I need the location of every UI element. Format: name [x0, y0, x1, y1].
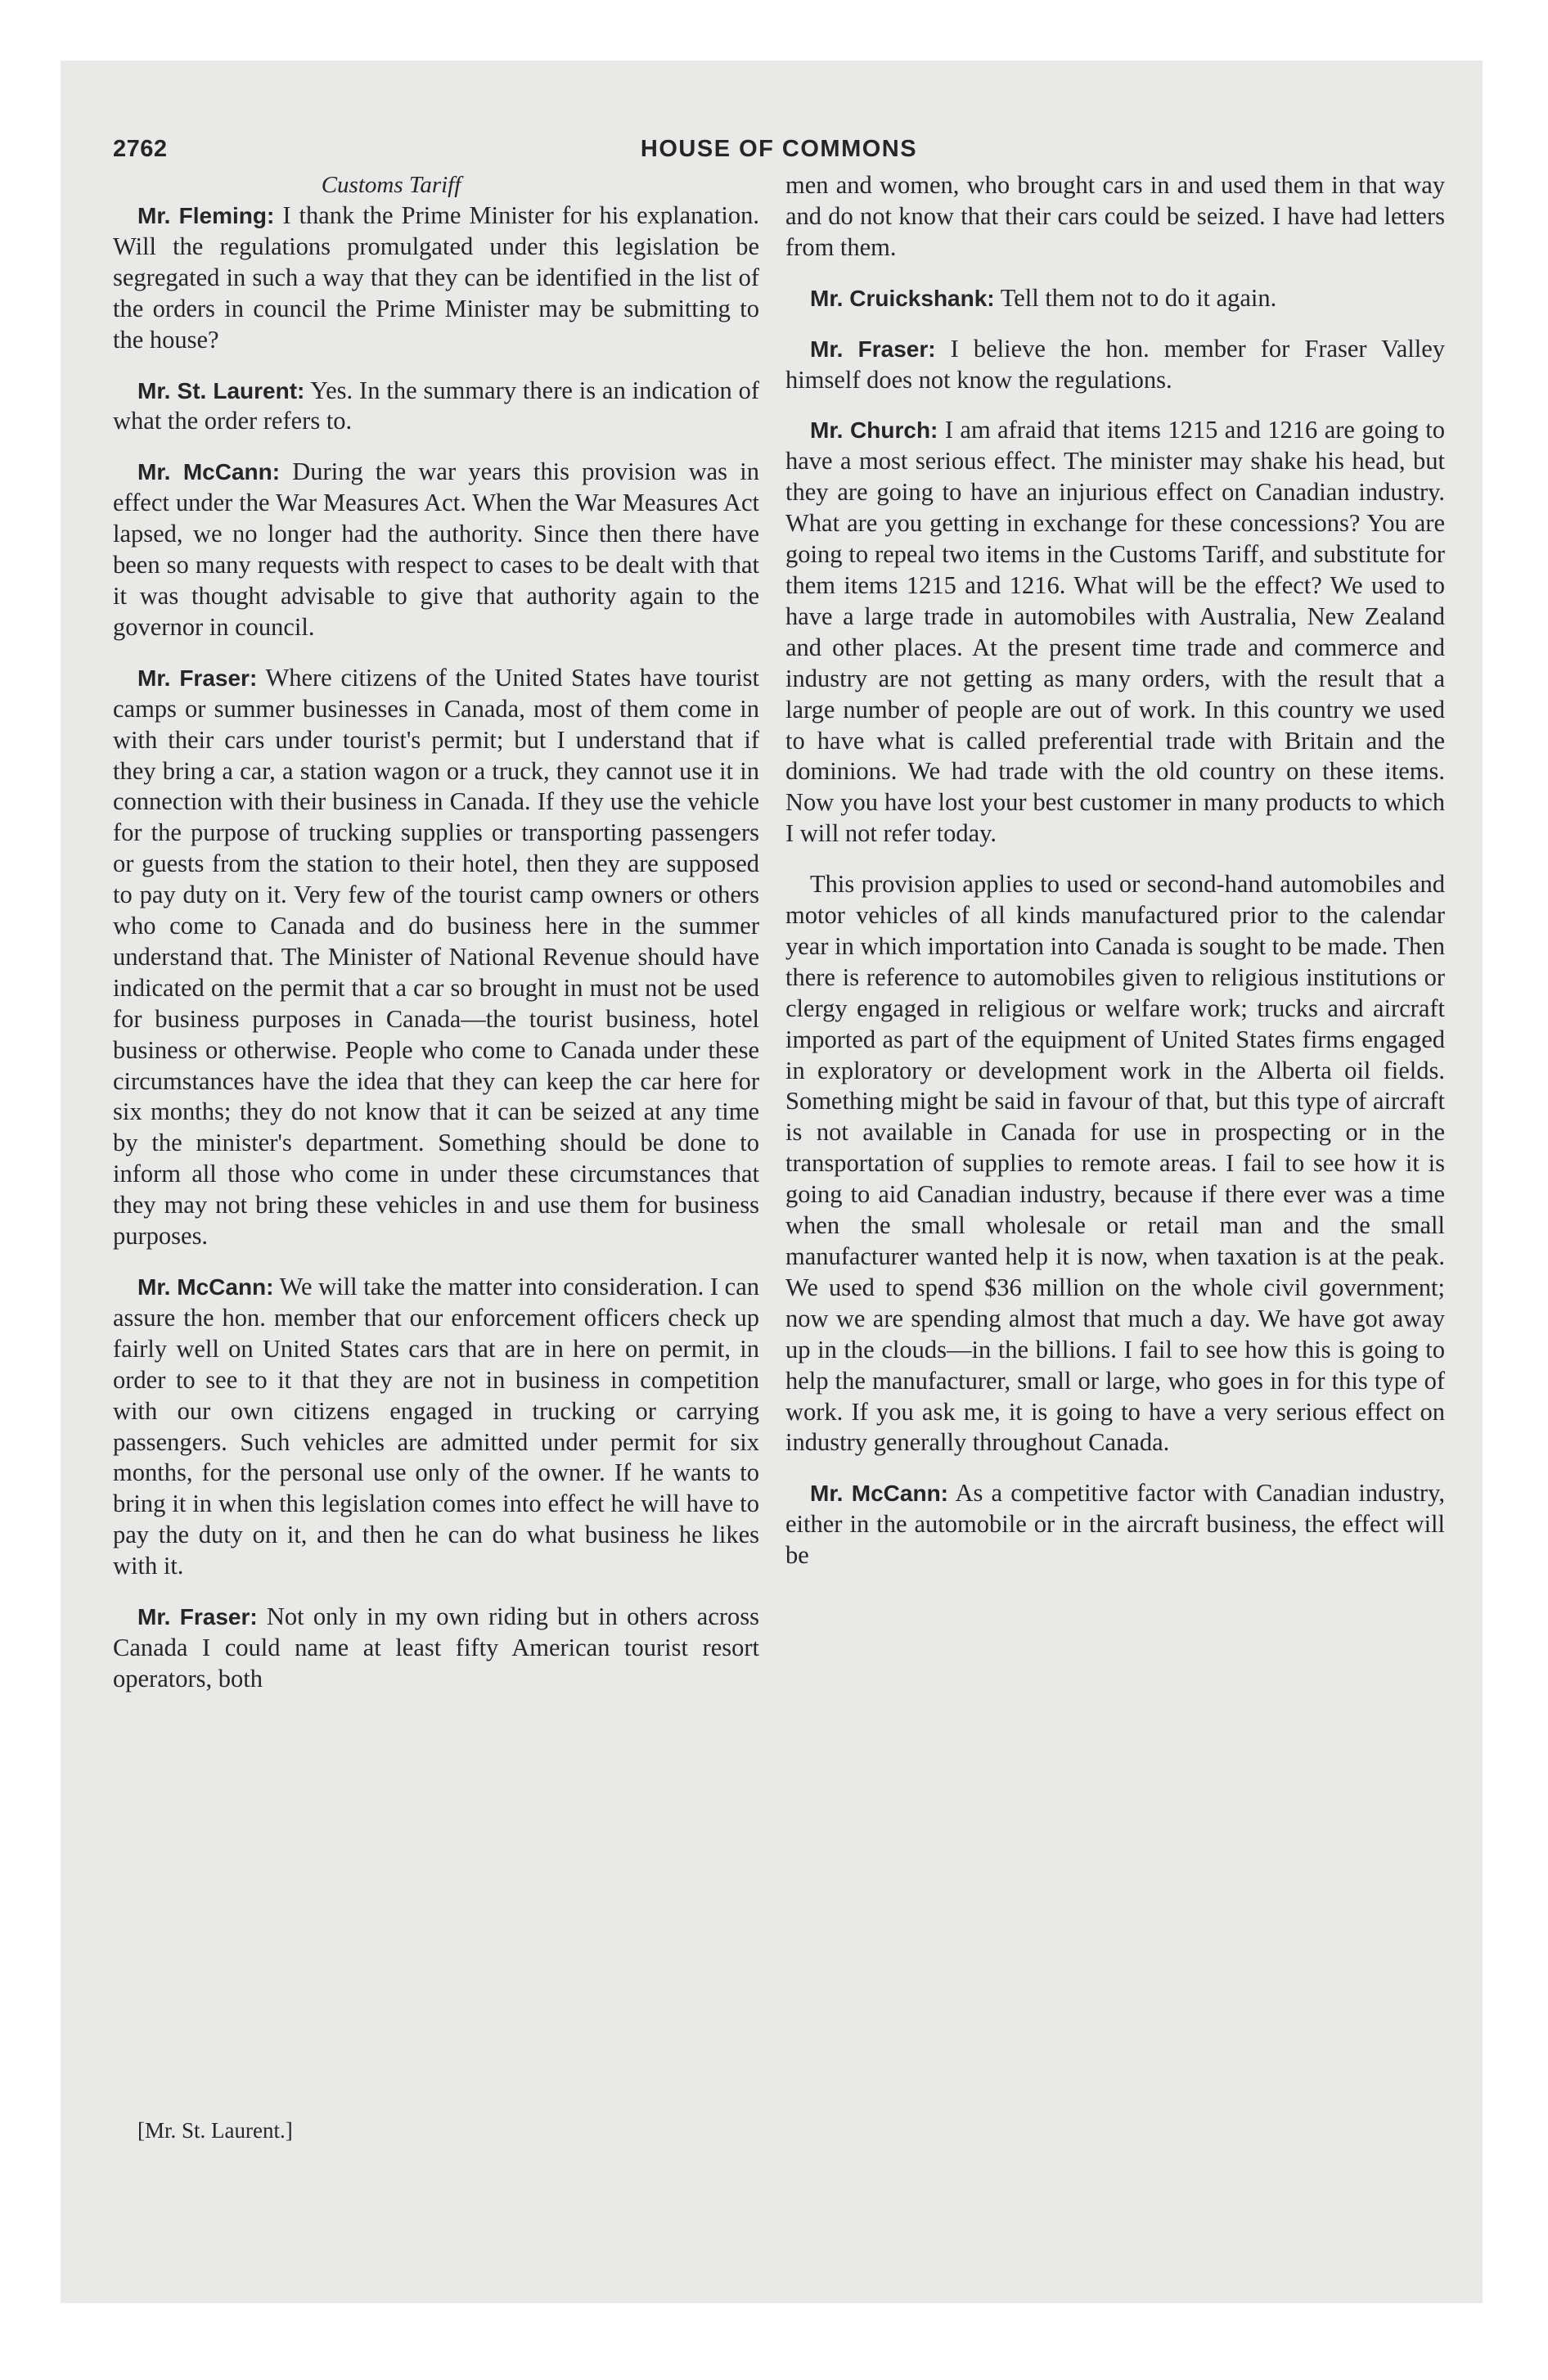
page-number: 2762: [113, 136, 168, 162]
speaker-name: Mr. Fraser:: [137, 665, 258, 691]
speech-text: Where citizens of the United States have tourist camps or summer businesses in Canada, most of them come in with their cars under tourist's permit; but I understand that if they bring a car, a station wagon or a truck, they cannot use it in connection with their business in Canada. If they use the vehicle for the purpose of trucking supplies or transporting passengers or guests from the station to their hotel, then they are supposed to pay duty on it. Very few of the tourist camp owners or others who come to Canada and do business here in the summer understand that. The Minister of National Revenue should have indicated on the permit that a car so brought in must not be used for business purposes in Canada—the tourist business, hotel business or otherwise. People who come to Canada under these circumstances have the idea that they can keep the car here for six months; they do not know that it can be seized at any time by the minister's department. Something should be done to inform all those who come in under these circumstances that they may not bring these vehicles in and use them for business purposes.: [113, 663, 759, 1251]
footer-reference: [Mr. St. Laurent.]: [137, 2118, 293, 2143]
speech-paragraph: [113, 663, 759, 1252]
speech-text: We will take the matter into consideration. I can assure the hon. member that our enforcement officers check up fairly well on United States cars that are in here on permit, in order to see to it that they are not in business in competition with our own citizens engaged in trucking or carrying passengers. Such vehicles are admitted under permit for six months, for the personal use only of the owner. If he wants to bring it in when this legislation comes into effect he will have to pay the duty on it, and then he can do what business he likes with it.: [113, 1273, 759, 1580]
speech-paragraph: [785, 1478, 1445, 1571]
speech-paragraph: [785, 283, 1445, 314]
speech-text: I am afraid that items 1215 and 1216 are going to have a most serious effect. The minister may shake his head, but they are going to have an injurious effect on Canadian industry. What are you getting in exchange for these concessions? You are going to repeal two items in the Customs Tariff, and substitute for them items 1215 and 1216. What will be the effect? We used to have a large trade in automobiles with Australia, New Zealand and other places. At the present time trade and commerce and industry are not getting as many orders, with the result that a large number of people are out of work. In this country we used to have what is called preferential trade with Britain and the dominions. We had trade with the old country on these items. Now you have lost your best customer in many products to which I will not refer today.: [785, 416, 1445, 848]
speech-paragraph: [113, 201, 759, 356]
speech-paragraph: [785, 869, 1445, 1458]
speech-paragraph: [113, 376, 759, 438]
speaker-name: Mr. Fraser:: [810, 336, 936, 362]
speech-paragraph: [113, 1272, 759, 1582]
speech-continuation: [785, 170, 1445, 264]
speaker-name: Mr. Fraser:: [137, 1604, 258, 1630]
speech-text: I believe the hon. member for Fraser Valley himself does not know the regulations.: [785, 334, 1446, 394]
speech-text: Tell them not to do it again.: [994, 283, 1277, 312]
speaker-name: Mr. Church:: [810, 417, 938, 444]
speech-paragraph: [785, 334, 1445, 396]
speech-text: Not only in my own riding but in others across Canada I could name at least fifty American tourist resort operators, both: [113, 1602, 760, 1693]
speech-text: As a competitive factor with Canadian industry, either in the automobile or in the aircraft business, the effect will be: [785, 1479, 1445, 1570]
page-header: [113, 136, 1445, 172]
speaker-name: Mr. McCann:: [137, 459, 281, 485]
running-head: HOUSE OF COMMONS: [640, 136, 918, 162]
speech-text: Yes. In the summary there is an indication of what the order refers to.: [113, 376, 760, 435]
speech-paragraph: [785, 415, 1445, 850]
left-column: [113, 170, 759, 1715]
speech-paragraph: [113, 457, 759, 642]
speaker-name: Mr. Cruickshank:: [810, 285, 995, 311]
section-title: Customs Tariff: [321, 172, 461, 198]
right-column: [785, 170, 1445, 1591]
speech-text: I thank the Prime Minister for his explanation. Will the regulations promulgated under this legislation be segregated in such a way that they can be identified in the list of the orders in council the Prime Minister may be submitting to the house?: [113, 201, 759, 354]
speech-text: During the war years this provision was in effect under the War Measures Act. When the War Measures Act lapsed, we no longer had the authority. Since then there have been so many requests with respect to cases to be dealt with that it was thought advisable to give that authority again to the governor in council.: [113, 458, 759, 641]
speech-text: This provision applies to used or second-hand automobiles and motor vehicles of all kinds manufactured prior to the calendar year in which importation into Canada is sought to be made. Then there is reference to automobiles given to religious institutions or clergy engaged in religious or welfare work; trucks and aircraft imported as part of the equipment of United States firms engaged in exploratory or development work in the Alberta oil fields. Something might be said in favour of that, but this type of aircraft is not available in Canada for use in prospecting or in the transportation of supplies to remote areas. I fail to see how it is going to aid Canadian industry, because if there ever was a time when the small wholesale or retail man and the small manufacturer wanted help it is now, when taxation is at the peak. We used to spend $36 million on the whole civil government; now we are spending almost that much a day. We have got away up in the clouds—in the billions. I fail to see how this is going to help the manufacturer, small or large, who goes in for this type of work. If you ask me, it is going to have a very serious effect on industry generally throughout Canada.: [785, 870, 1445, 1457]
speech-paragraph: [113, 1602, 759, 1695]
speaker-name: Mr. McCann:: [810, 1481, 948, 1507]
speaker-name: Mr. St. Laurent:: [137, 377, 305, 403]
speaker-name: Mr. Fleming:: [137, 203, 275, 228]
speaker-name: Mr. McCann:: [137, 1274, 274, 1300]
speech-text: men and women, who brought cars in and used them in that way and do not know that their cars could be seized. I have had letters from them.: [785, 171, 1445, 261]
